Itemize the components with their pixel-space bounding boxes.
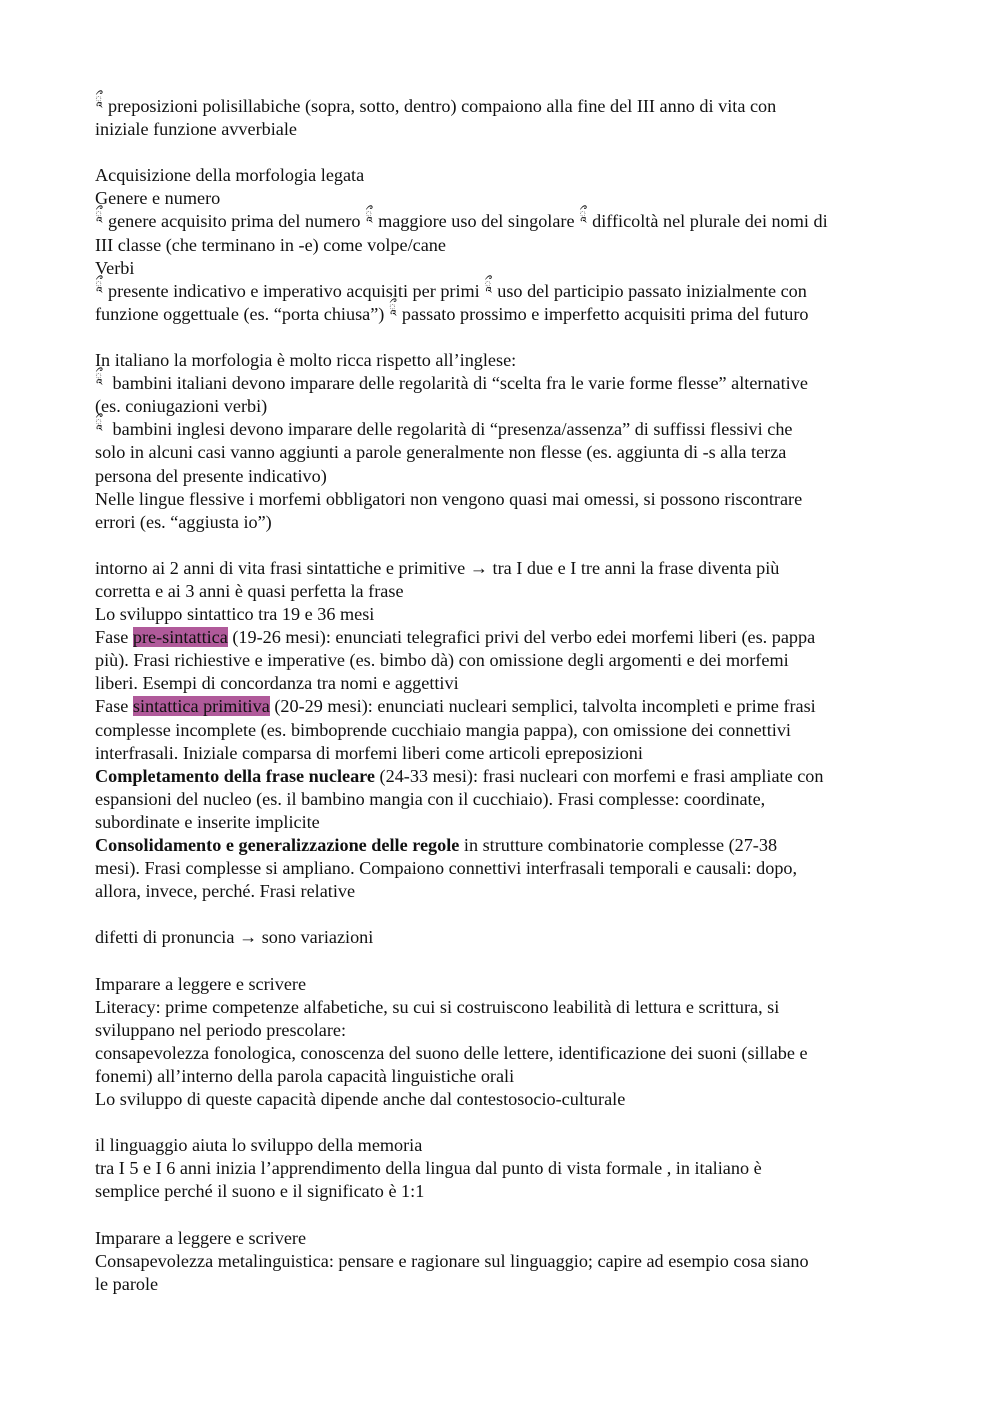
text-line: ཱྀ presente indicativo e imperativo acquisiti per primi ཱྀ uso del participio passato inizialmente con xyxy=(95,276,807,301)
text-line: errori (es. “aggiusta io”) xyxy=(95,511,272,532)
subsection-heading: Verbi xyxy=(95,257,135,278)
text-line: mesi). Frasi complesse si ampliano. Compaiono connettivi interfrasali temporali e causali: dopo, xyxy=(95,858,798,879)
text-line: ཱྀ preposizioni polisillabiche (sopra, sotto, dentro) compaiono alla fine del III anno di vita con xyxy=(95,92,777,116)
text-line: Consolidamento e generalizzazione delle regole in strutture combinatorie complesse (27-38 xyxy=(95,835,778,855)
bullet-glyph-icon: ཱྀ xyxy=(95,369,103,385)
text-line: complesse incomplete (es. bimboprende cucchiaio mangia pappa), con omissione dei connettivi xyxy=(95,719,791,740)
subsection-heading: Genere e numero xyxy=(95,188,221,209)
text-line: le parole xyxy=(95,1273,159,1294)
highlighted-term: pre-sintattica xyxy=(132,627,228,648)
text-line: corretta e ai 3 anni è quasi perfetta la frase xyxy=(95,580,404,601)
text-line: Literacy: prime competenze alfabetiche, su cui si costruiscono leabilità di lettura e scrittura, si xyxy=(95,996,780,1017)
text-line: funzione oggettuale (es. “porta chiusa”) ཱྀ passato prossimo e imperfetto acquisiti prima del futuro xyxy=(95,299,809,324)
text-line: Lo sviluppo di queste capacità dipende anche dal contestosocio-culturale xyxy=(95,1089,626,1110)
text-line: tra I 5 e I 6 anni inizia l’apprendimento della lingua dal punto di vista formale , in italiano è xyxy=(95,1158,762,1179)
section-heading: Imparare a leggere e scrivere xyxy=(95,1227,307,1248)
text-line: Consapevolezza metalinguistica: pensare e ragionare sul linguaggio; capire ad esempio cosa siano xyxy=(95,1250,809,1271)
bullet-glyph-icon: ཱྀ xyxy=(388,299,397,315)
bold-term: Completamento della frase nucleare xyxy=(95,765,375,786)
text-line: ཱྀ genere acquisito prima del numero ཱྀ maggiore uso del singolare ཱྀ difficoltà nel plurale dei nomi di xyxy=(95,207,828,232)
bullet-glyph-icon: ཱྀ xyxy=(95,415,103,431)
text-line: solo in alcuni casi vanno aggiunti a parole generalmente non flesse (es. aggiunta di -s alla terza xyxy=(95,442,787,463)
highlighted-term: sintattica primitiva xyxy=(132,696,270,717)
text-line: Lo sviluppo sintattico tra 19 e 36 mesi xyxy=(95,604,375,625)
text-line: In italiano la morfologia è molto ricca rispetto all’inglese: xyxy=(95,350,517,371)
text-line: più). Frasi richiestive e imperative (es. bimbo dà) con omissione degli argomenti e dei morfemi xyxy=(95,650,789,671)
bullet-glyph-icon: ཱྀ xyxy=(95,276,103,292)
section-heading: Imparare a leggere e scrivere xyxy=(95,973,307,994)
bullet-glyph-icon: ཱྀ xyxy=(484,276,492,292)
text-line: interfrasali. Iniziale comparsa di morfemi liberi come articoli epreposizioni xyxy=(95,742,643,763)
bullet-glyph-icon: ཱྀ xyxy=(95,92,103,107)
document-page xyxy=(95,92,915,1296)
text-line: subordinate e inserite implicite xyxy=(95,811,320,832)
text-line: allora, invece, perché. Frasi relative xyxy=(95,881,356,902)
bullet-glyph-icon: ཱྀ xyxy=(579,207,587,223)
text-line: sviluppano nel periodo prescolare: xyxy=(95,1019,347,1040)
arrow-icon: → xyxy=(238,927,258,948)
text-line: fonemi) all’interno della parola capacità linguistiche orali xyxy=(95,1065,515,1086)
bold-term: Consolidamento e generalizzazione delle regole xyxy=(95,835,460,855)
text-line: liberi. Esempi di concordanza tra nomi e aggettivi xyxy=(95,673,459,694)
text-line: III classe (che terminano in -e) come volpe/cane xyxy=(95,234,446,255)
text-line: difetti di pronuncia → sono variazioni xyxy=(95,927,374,948)
bullet-glyph-icon: ཱྀ xyxy=(95,207,103,223)
text-line: semplice perché il suono e il significato è 1:1 xyxy=(95,1181,425,1202)
section-heading: Acquisizione della morfologia legata xyxy=(95,165,365,186)
text-line: persona del presente indicativo) xyxy=(95,465,327,486)
text-line: Completamento della frase nucleare (24-33 mesi): frasi nucleari con morfemi e frasi ampliate con xyxy=(95,765,824,786)
bullet-glyph-icon: ཱྀ xyxy=(365,207,373,223)
text-line: il linguaggio aiuta lo sviluppo della memoria xyxy=(95,1135,423,1156)
arrow-icon: → xyxy=(469,557,488,578)
text-line: ཱྀ bambini italiani devono imparare delle regolarità di “scelta fra le varie forme flesse” alternative xyxy=(95,369,808,394)
text-line: Nelle lingue flessive i morfemi obbligatori non vengono quasi mai omessi, si possono riscontrare xyxy=(95,488,803,509)
text-line: intorno ai 2 anni di vita frasi sintattiche e primitive → tra I due e I tre anni la frase diventa più xyxy=(95,557,780,578)
text-line: ཱྀ bambini inglesi devono imparare delle regolarità di “presenza/assenza” di suffissi flessivi che xyxy=(95,415,793,440)
text-line: Fase pre-sintattica (19-26 mesi): enunciati telegrafici privi del verbo edei morfemi liberi (es. pappa xyxy=(95,627,816,648)
text-line: iniziale funzione avverbiale xyxy=(95,119,297,140)
text-line: Fase sintattica primitiva (20-29 mesi): enunciati nucleari semplici, talvolta incompleti e prime frasi xyxy=(95,696,816,717)
text-line: consapevolezza fonologica, conoscenza del suono delle lettere, identificazione dei suoni (sillabe e xyxy=(95,1042,808,1063)
text-line: (es. coniugazioni verbi) xyxy=(95,396,268,417)
text-line: espansioni del nucleo (es. il bambino mangia con il cucchiaio). Frasi complesse: coordinate, xyxy=(95,788,766,809)
